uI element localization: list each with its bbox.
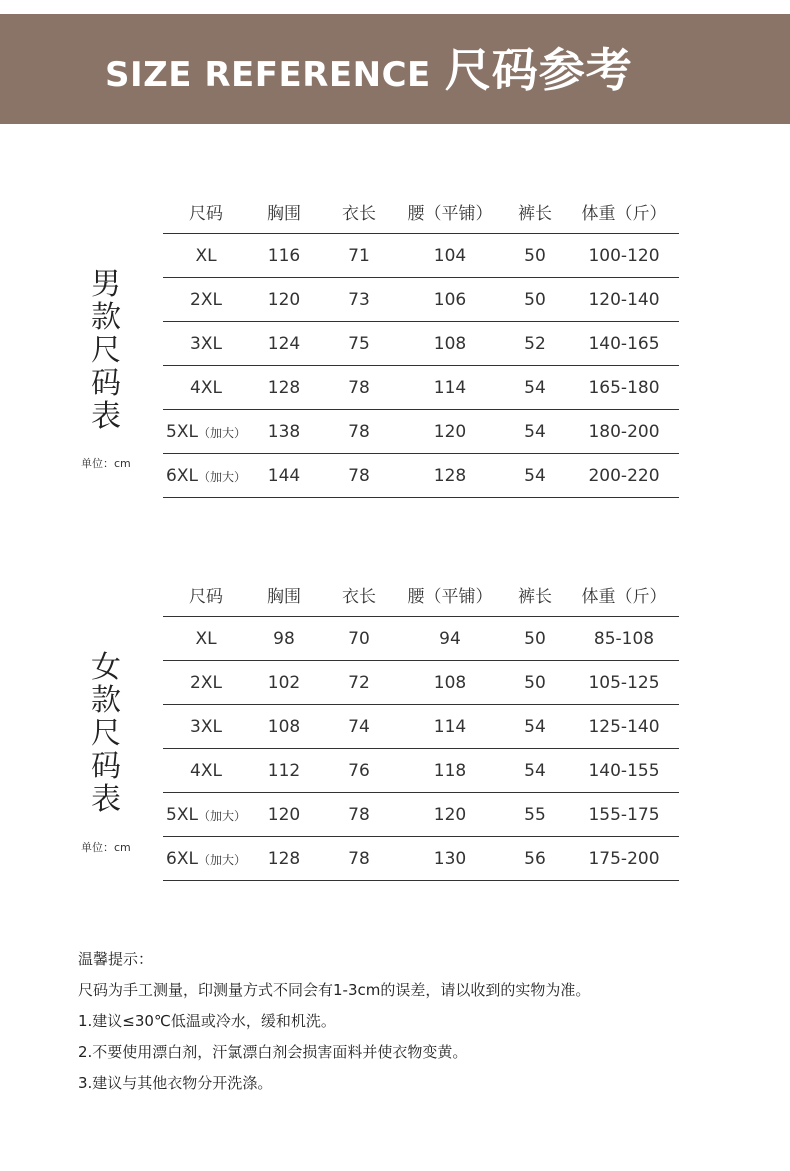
- women-label-char: 款: [91, 683, 121, 718]
- table-row: [163, 661, 679, 705]
- waist-cell: 108: [399, 322, 501, 366]
- chest-cell: 112: [249, 749, 319, 793]
- chest-cell: 102: [249, 661, 319, 705]
- chest-cell: 98: [249, 617, 319, 661]
- pants-cell: 54: [501, 705, 569, 749]
- chest-cell: 116: [249, 234, 319, 278]
- size-cell: 4XL: [163, 366, 249, 410]
- header-size: 尺码: [163, 573, 249, 617]
- tip-line: 尺码为手工测量，印测量方式不同会有1-3cm的误差，请以收到的实物为准。: [78, 981, 591, 999]
- weight-cell: 175-200: [569, 837, 679, 881]
- waist-cell: 106: [399, 278, 501, 322]
- size-cell: 3XL: [163, 705, 249, 749]
- header-length: 衣长: [319, 573, 399, 617]
- waist-cell: 128: [399, 454, 501, 498]
- weight-cell: 100-120: [569, 234, 679, 278]
- table-row: [163, 749, 679, 793]
- length-cell: 73: [319, 278, 399, 322]
- pants-cell: 50: [501, 234, 569, 278]
- length-cell: 78: [319, 837, 399, 881]
- length-cell: 78: [319, 366, 399, 410]
- size-cell: 2XL: [163, 661, 249, 705]
- men-label-char: 男: [91, 267, 121, 302]
- tip-line: 3.建议与其他衣物分开洗涤。: [78, 1074, 273, 1092]
- weight-cell: 200-220: [569, 454, 679, 498]
- length-cell: 72: [319, 661, 399, 705]
- waist-cell: 118: [399, 749, 501, 793]
- women-label-char: 表: [91, 782, 121, 817]
- header-length: 衣长: [319, 190, 399, 234]
- tip-line: 1.建议≤30℃低温或冷水，缓和机洗。: [78, 1012, 336, 1030]
- table-header-row: [163, 573, 679, 617]
- chest-cell: 120: [249, 793, 319, 837]
- tip-line: 2.不要使用漂白剂，汗氯漂白剂会损害面料并使衣物变黄。: [78, 1043, 468, 1061]
- chest-cell: 138: [249, 410, 319, 454]
- chest-cell: 120: [249, 278, 319, 322]
- size-cell: XL: [163, 234, 249, 278]
- men-label-char: 码: [91, 366, 121, 401]
- table-row: [163, 410, 679, 454]
- waist-cell: 120: [399, 410, 501, 454]
- table-header-row: [163, 190, 679, 234]
- header-chest: 胸围: [249, 573, 319, 617]
- men-label-char: 尺: [91, 333, 121, 368]
- length-cell: 74: [319, 705, 399, 749]
- women-unit-note: 单位：cm: [81, 841, 131, 854]
- pants-cell: 55: [501, 793, 569, 837]
- header-chest: 胸围: [249, 190, 319, 234]
- header-waist: 腰（平铺）: [399, 573, 501, 617]
- title-chinese: 尺码参考: [444, 43, 633, 97]
- pants-cell: 54: [501, 366, 569, 410]
- table-row: [163, 278, 679, 322]
- length-cell: 78: [319, 793, 399, 837]
- waist-cell: 120: [399, 793, 501, 837]
- size-cell: 4XL: [163, 749, 249, 793]
- waist-cell: 114: [399, 705, 501, 749]
- size-cell: 2XL: [163, 278, 249, 322]
- men-label-char: 款: [91, 300, 121, 335]
- length-cell: 70: [319, 617, 399, 661]
- waist-cell: 130: [399, 837, 501, 881]
- waist-cell: 94: [399, 617, 501, 661]
- women-label-char: 女: [91, 650, 121, 685]
- tips-heading: 温馨提示：: [78, 950, 154, 968]
- pants-cell: 50: [501, 661, 569, 705]
- weight-cell: 125-140: [569, 705, 679, 749]
- length-cell: 78: [319, 410, 399, 454]
- size-cell: 6XL（加大）: [163, 454, 249, 498]
- waist-cell: 104: [399, 234, 501, 278]
- header-waist: 腰（平铺）: [399, 190, 501, 234]
- table-row: [163, 366, 679, 410]
- table-row: [163, 234, 679, 278]
- men-size-table: [163, 190, 679, 498]
- header-size: 尺码: [163, 190, 249, 234]
- weight-cell: 155-175: [569, 793, 679, 837]
- men-label-char: 表: [91, 399, 121, 434]
- length-cell: 75: [319, 322, 399, 366]
- women-size-table: [163, 573, 679, 881]
- size-cell: XL: [163, 617, 249, 661]
- page-title: [105, 40, 633, 100]
- table-row: [163, 837, 679, 881]
- length-cell: 71: [319, 234, 399, 278]
- title-english: SIZE REFERENCE: [105, 55, 431, 95]
- weight-cell: 180-200: [569, 410, 679, 454]
- table-row: [163, 705, 679, 749]
- men-size-chart-label: [84, 268, 128, 433]
- length-cell: 76: [319, 749, 399, 793]
- men-unit-note: 单位：cm: [81, 457, 131, 470]
- size-cell: 5XL（加大）: [163, 410, 249, 454]
- header-weight: 体重（斤）: [569, 573, 679, 617]
- chest-cell: 128: [249, 366, 319, 410]
- pants-cell: 54: [501, 454, 569, 498]
- weight-cell: 140-165: [569, 322, 679, 366]
- care-tips: [78, 948, 590, 1103]
- women-label-char: 尺: [91, 716, 121, 751]
- weight-cell: 85-108: [569, 617, 679, 661]
- pants-cell: 54: [501, 749, 569, 793]
- pants-cell: 50: [501, 617, 569, 661]
- pants-cell: 50: [501, 278, 569, 322]
- table-row: [163, 793, 679, 837]
- header-banner: [0, 14, 790, 124]
- women-size-chart-label: [84, 651, 128, 816]
- table-row: [163, 322, 679, 366]
- weight-cell: 120-140: [569, 278, 679, 322]
- header-pants-length: 裤长: [501, 573, 569, 617]
- size-cell: 5XL（加大）: [163, 793, 249, 837]
- chest-cell: 144: [249, 454, 319, 498]
- chest-cell: 128: [249, 837, 319, 881]
- header-pants-length: 裤长: [501, 190, 569, 234]
- waist-cell: 114: [399, 366, 501, 410]
- length-cell: 78: [319, 454, 399, 498]
- chest-cell: 108: [249, 705, 319, 749]
- table-row: [163, 454, 679, 498]
- weight-cell: 140-155: [569, 749, 679, 793]
- pants-cell: 56: [501, 837, 569, 881]
- waist-cell: 108: [399, 661, 501, 705]
- size-cell: 3XL: [163, 322, 249, 366]
- pants-cell: 52: [501, 322, 569, 366]
- table-row: [163, 617, 679, 661]
- chest-cell: 124: [249, 322, 319, 366]
- size-cell: 6XL（加大）: [163, 837, 249, 881]
- weight-cell: 165-180: [569, 366, 679, 410]
- weight-cell: 105-125: [569, 661, 679, 705]
- pants-cell: 54: [501, 410, 569, 454]
- women-label-char: 码: [91, 749, 121, 784]
- header-weight: 体重（斤）: [569, 190, 679, 234]
